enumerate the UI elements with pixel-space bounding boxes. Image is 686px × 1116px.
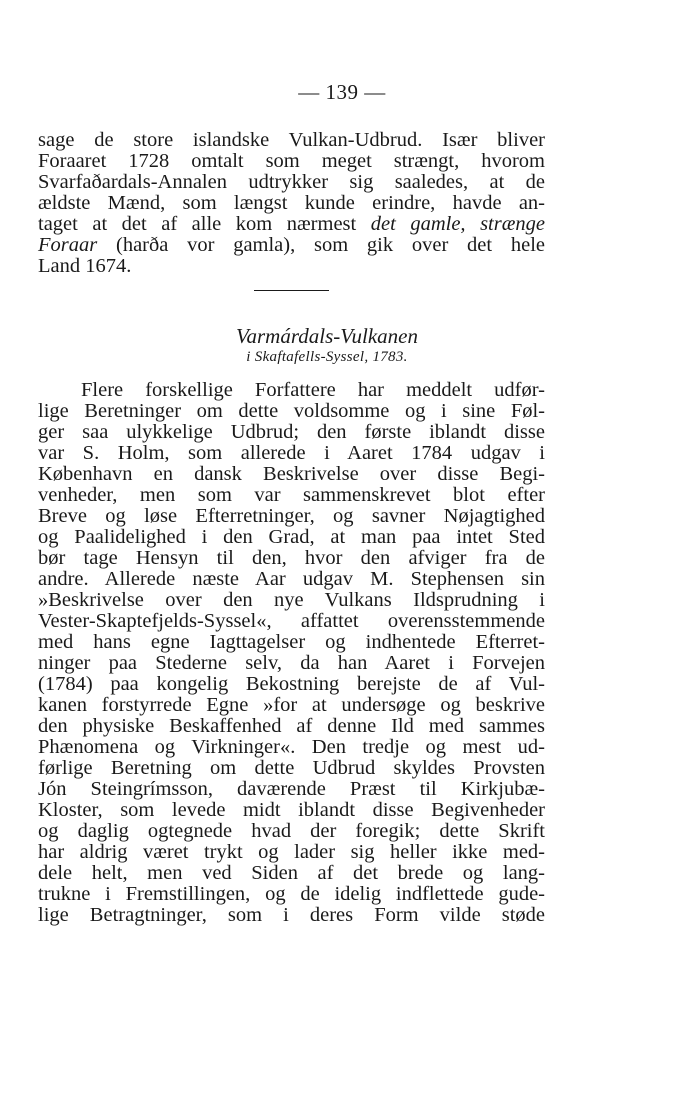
text-line: sage de store islandske Vulkan-Udbrud. Især bliver xyxy=(38,129,545,151)
text-line: (1784) paa kongelig Bekostning berejste de af Vul- xyxy=(38,673,545,695)
text-line: med hans egne Iagttagelser og indhentede Efterret- xyxy=(38,631,545,653)
section-title: Varmárdals-Vulkanen xyxy=(236,324,418,348)
text-segment: taget at det af alle kom nærmest xyxy=(38,213,357,235)
text-line: Jón Steingrímsson, daværende Præst til Kirkjubæ- xyxy=(38,778,545,800)
text-line: Land 1674. xyxy=(38,255,132,277)
text-line: Phænomena og Virkninger«. Den tredje og mest ud- xyxy=(38,736,545,758)
text-line: ger saa ulykkelige Udbrud; den første iblandt disse xyxy=(38,421,545,443)
section-subtitle: i Skaftafells-Syssel, 1783. xyxy=(246,349,408,365)
text-line: bør tage Hensyn til den, hvor den afviger fra de xyxy=(38,547,545,569)
text-line: trukne i Fremstillingen, og de idelig indflettede gude- xyxy=(38,883,545,905)
text-line: den physiske Beskaffenhed af denne Ild med sammes xyxy=(38,715,545,737)
text-line: og daglig ogtegnede hvad der foregik; dette Skrift xyxy=(38,820,545,842)
text-line: Svarfaðardals-Annalen udtrykker sig saaledes, at de xyxy=(38,171,545,193)
text-line: ældste Mænd, som længst kunde erindre, havde an- xyxy=(38,192,545,214)
page-number: — 139 — xyxy=(298,80,386,104)
text-line: har aldrig været trykt og lader sig heller ikke med- xyxy=(38,841,545,863)
text-line: lige Beretninger om dette voldsomme og i sine Føl- xyxy=(38,400,545,422)
text-line: Vester-Skaptefjelds-Syssel«, affattet overensstemmende xyxy=(38,610,545,632)
text-line: ninger paa Stederne selv, da han Aaret i Forvejen xyxy=(38,652,545,674)
text-segment: (harða vor gamla), som gik over det hele xyxy=(116,234,546,256)
text-line: kanen forstyrrede Egne »for at undersøge og beskrive xyxy=(38,694,545,716)
text-line: dele helt, men ved Siden af det brede og lang- xyxy=(38,862,545,884)
section-divider xyxy=(254,290,329,291)
italic-phrase: det gamle, strænge xyxy=(370,213,545,235)
text-line: var S. Holm, som allerede i Aaret 1784 udgav i xyxy=(38,442,545,464)
text-line: og Paalidelighed i den Grad, at man paa intet Sted xyxy=(38,526,545,548)
text-line: Foraaret 1728 omtalt som meget strængt, hvorom xyxy=(38,150,545,172)
text-line-mixed xyxy=(38,235,545,256)
text-line: Kloster, som levede midt iblandt disse Begivenheder xyxy=(38,799,545,821)
text-line: førlige Beretning om dette Udbrud skyldes Provsten xyxy=(38,757,545,779)
text-line-mixed xyxy=(38,214,545,235)
text-line: København en dansk Beskrivelse over disse Begi- xyxy=(38,463,545,485)
italic-phrase: Foraar xyxy=(38,234,98,256)
text-line: andre. Allerede næste Aar udgav M. Stephensen sin xyxy=(38,568,545,590)
text-line: lige Betragtninger, som i deres Form vilde støde xyxy=(38,904,545,926)
text-line: Flere forskellige Forfattere har meddelt udfør- xyxy=(81,379,545,401)
text-line: venheder, men som var sammenskrevet blot efter xyxy=(38,484,545,506)
text-line: Breve og løse Efterretninger, og savner Nøjagtighed xyxy=(38,505,545,527)
text-line: »Beskrivelse over den nye Vulkans Ildsprudning i xyxy=(38,589,545,611)
